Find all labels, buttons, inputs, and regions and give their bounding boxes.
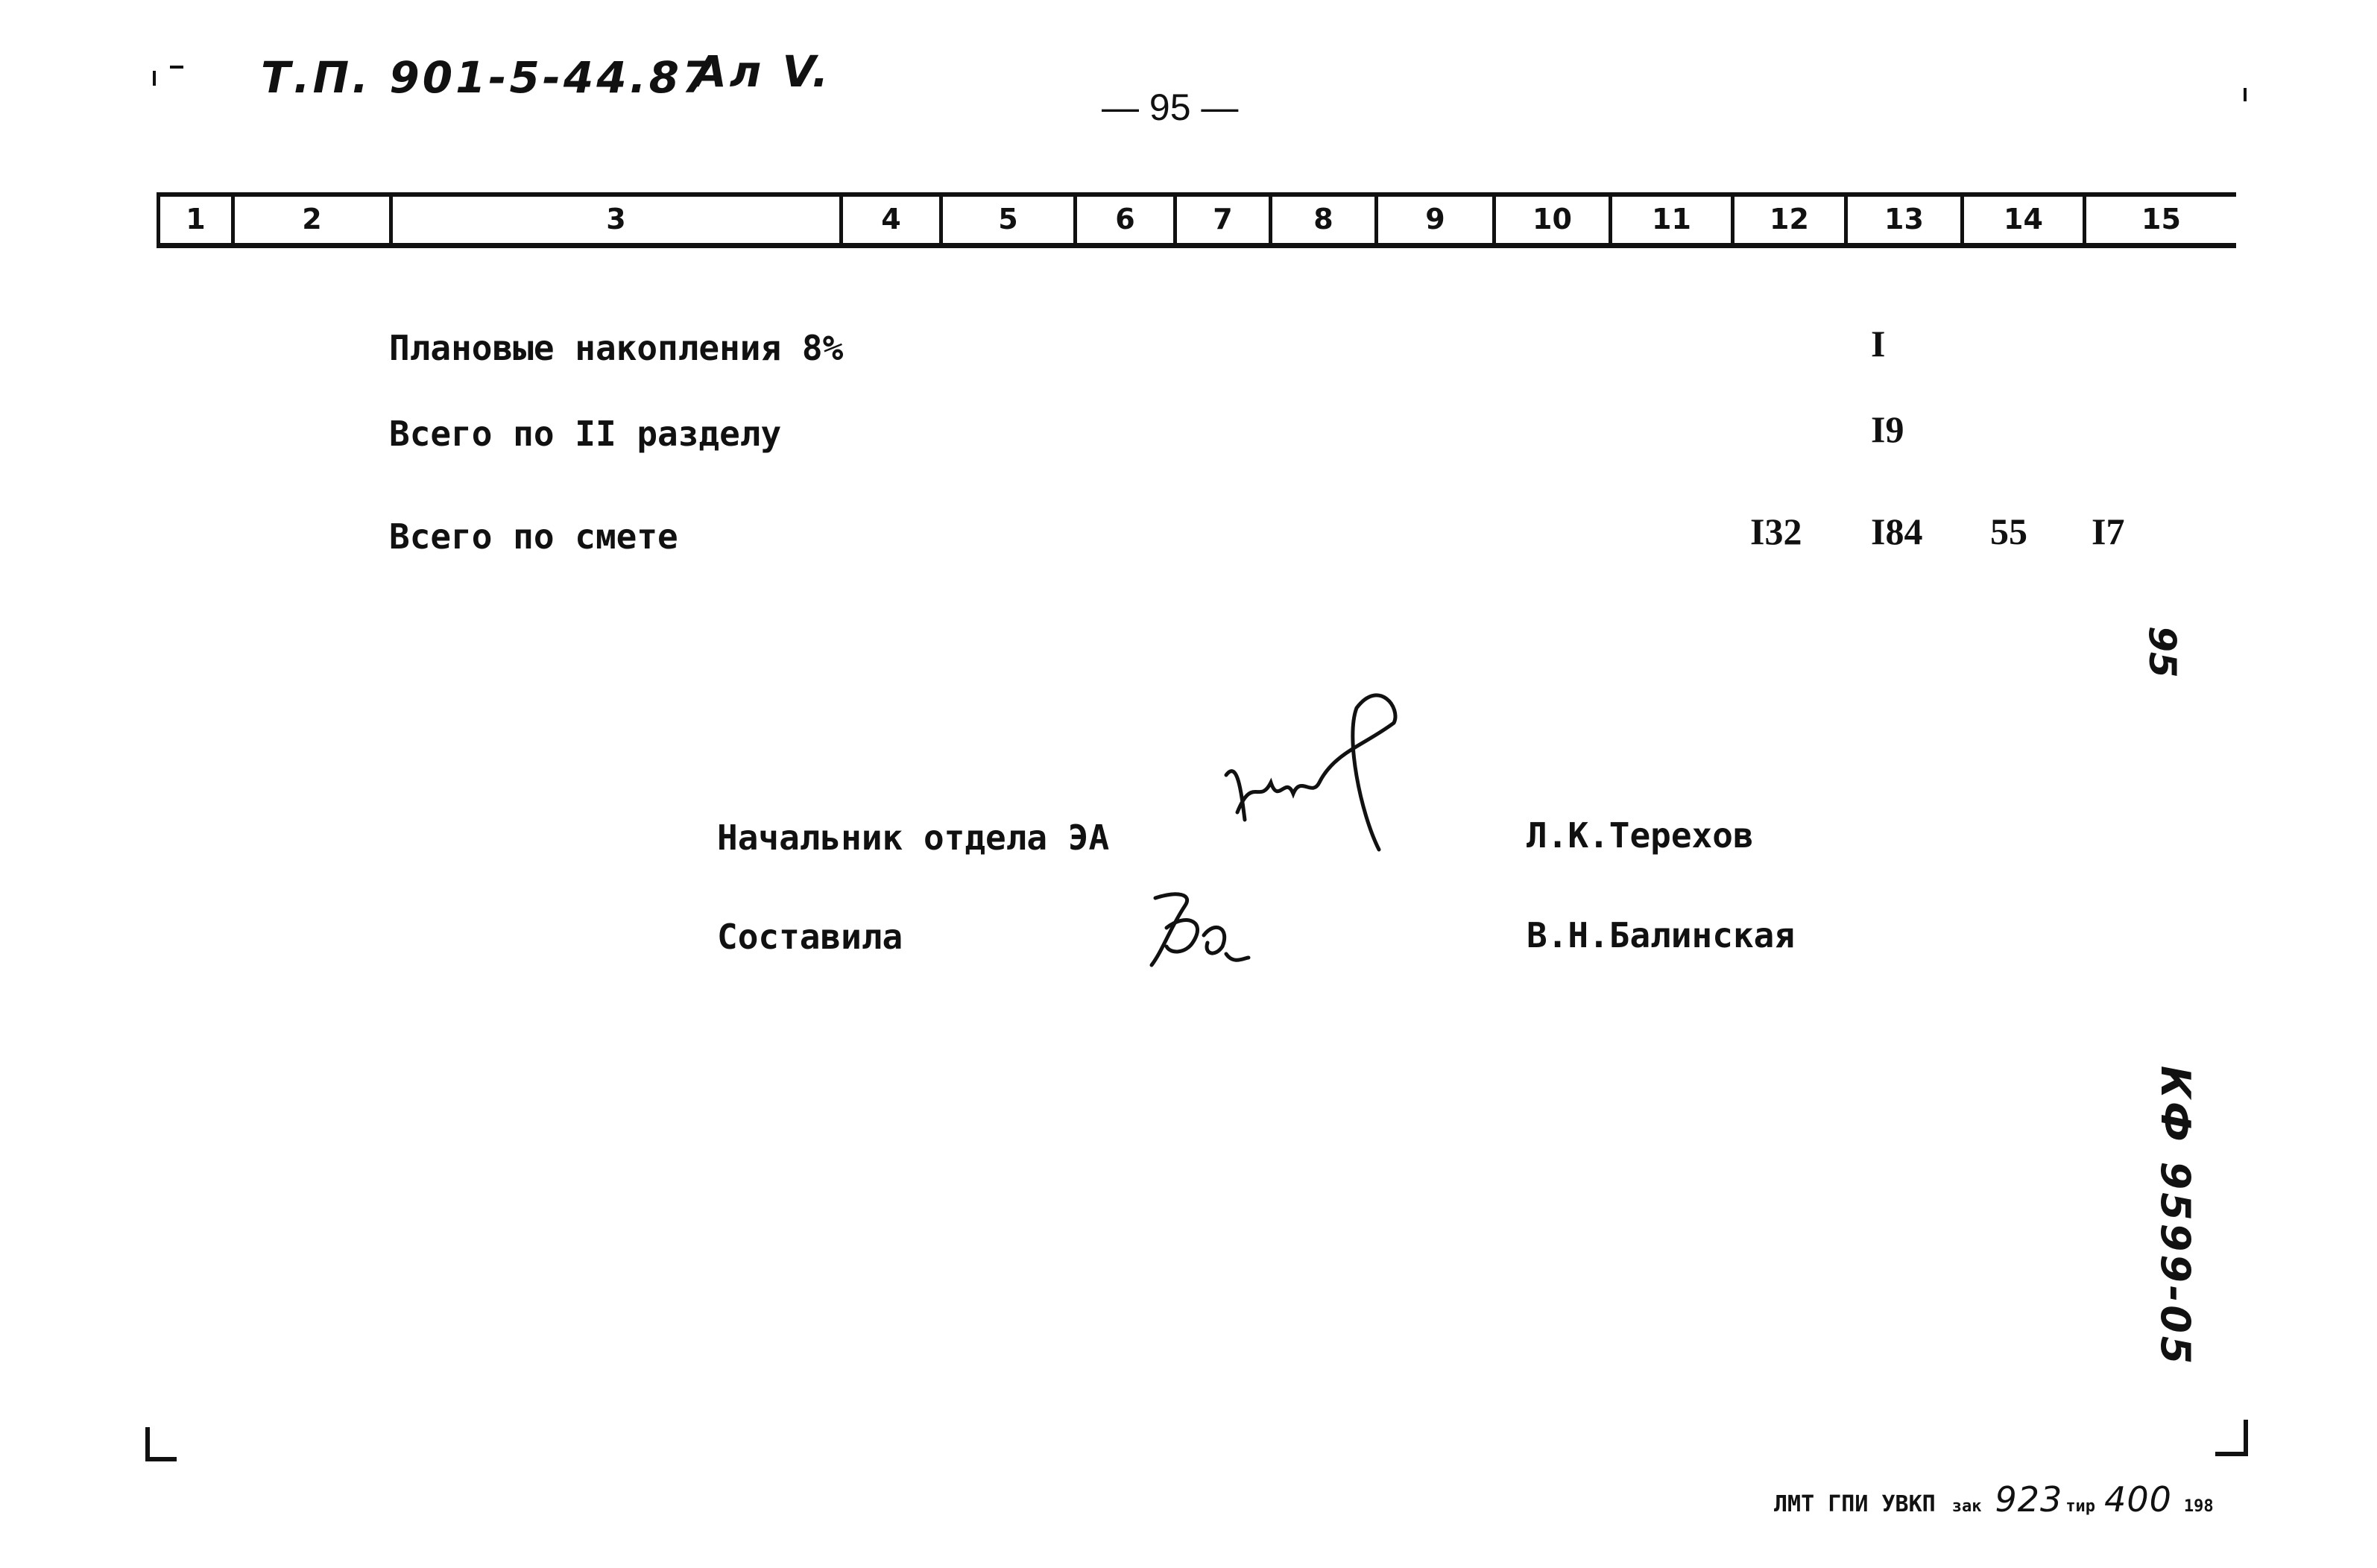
column-number: 15: [2083, 195, 2236, 243]
column-number: 7: [1173, 195, 1269, 243]
order-number: 923: [1995, 1479, 2063, 1520]
cell-col14: 55: [1990, 510, 2027, 552]
side-page-number: 95: [2141, 626, 2184, 678]
signature-role-head: Начальник отдела ЭА: [717, 818, 1110, 858]
row-label-estimate-total: Всего по смете: [389, 516, 678, 557]
page-number: — 95 —: [1102, 86, 1239, 128]
handwritten-signature-compiler: [1133, 883, 1267, 980]
column-number: 3: [389, 195, 839, 243]
column-number: 11: [1609, 195, 1731, 243]
column-number: 1: [157, 195, 231, 243]
column-number: 10: [1492, 195, 1609, 243]
column-number: 9: [1374, 195, 1492, 243]
row-label-planned-savings: Плановые накопления 8%: [389, 328, 844, 368]
cell-col15: I7: [2092, 510, 2125, 552]
run-label: тир: [2065, 1497, 2096, 1516]
order-label: зак: [1951, 1497, 1982, 1516]
corner-mark-top-left-tick: [170, 66, 183, 69]
column-number: 12: [1731, 195, 1844, 243]
column-number: 6: [1073, 195, 1173, 243]
printer-name: ЛМТ ГПИ УВКП: [1774, 1491, 1936, 1517]
corner-mark-bottom-left-v: [145, 1427, 150, 1461]
corner-mark-bottom-left-h: [145, 1457, 177, 1461]
row-label-section-total: Всего по II разделу: [389, 414, 782, 454]
column-number: 8: [1269, 195, 1374, 243]
column-number: 4: [839, 195, 939, 243]
document-code: Т.П. 901-5-44.87: [261, 52, 716, 103]
cell-col12: I32: [1750, 510, 1802, 552]
table-header-bottom-rule: [157, 243, 2236, 248]
run-number: 400: [2104, 1479, 2172, 1520]
cell-col13: I: [1871, 323, 1886, 364]
cell-col13: I9: [1871, 408, 1904, 450]
signature-role-compiler: Составила: [717, 917, 903, 957]
album-number: Ал V.: [693, 46, 832, 97]
corner-mark-top-right: [2244, 88, 2247, 101]
signature-name-compiler: В.Н.Балинская: [1527, 915, 1796, 955]
column-number: 2: [231, 195, 389, 243]
corner-mark-bottom-right-h: [2215, 1452, 2248, 1456]
archive-code: КФ 9599-05: [2152, 1066, 2199, 1368]
cell-col13: I84: [1871, 510, 1923, 552]
year-label: 198: [2183, 1497, 2214, 1516]
handwritten-signature-head: [1208, 663, 1416, 879]
column-number: 14: [1960, 195, 2083, 243]
column-number: 5: [939, 195, 1073, 243]
signature-name-head: Л.К.Терехов: [1527, 815, 1754, 856]
printer-imprint: [1774, 1479, 2214, 1520]
corner-mark-top-left: [153, 71, 156, 86]
corner-mark-bottom-right-v: [2244, 1420, 2248, 1455]
column-number: 13: [1844, 195, 1960, 243]
